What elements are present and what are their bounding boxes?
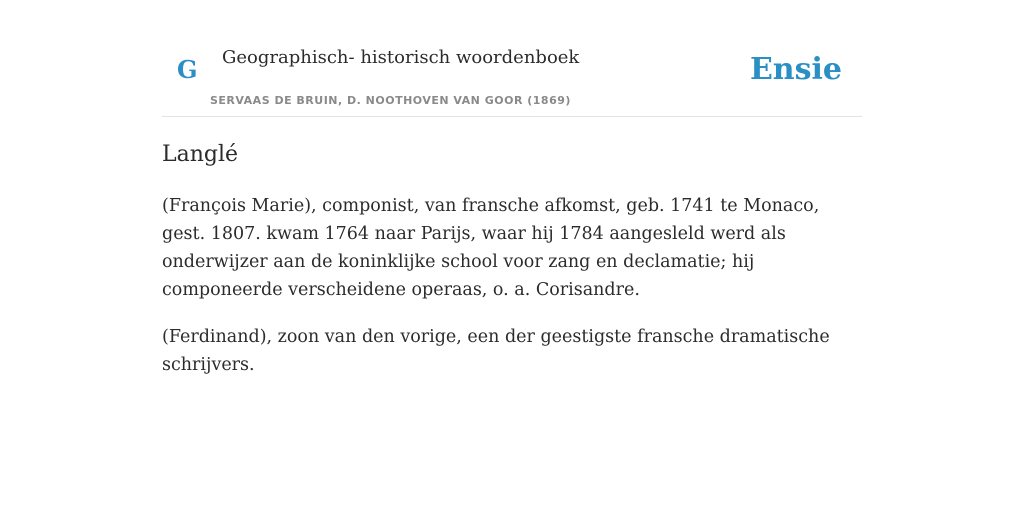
entry-title: Langlé (162, 142, 239, 167)
book-logo-link[interactable]: G (177, 55, 198, 84)
book-header (162, 0, 862, 117)
book-authors: SERVAAS DE BRUIN, D. NOOTHOVEN VAN GOOR (1869) (210, 94, 571, 107)
ensie-logo-link[interactable]: Ensie (749, 52, 842, 87)
entry-paragraph: (Ferdinand), zoon van den vorige, een der geestigste fransche dramatische schrijvers. (162, 327, 830, 375)
entry-body (162, 192, 862, 398)
entry-paragraph: (François Marie), componist, van fransche afkomst, geb. 1741 te Monaco, gest. 1807. kwam 1764 naar Parijs, waar hij 1784 aangesleld werd als onderwijzer aan de koninklijke school voor zang en declamatie; hij componeerde verscheidene operaas, o. a. Corisandre. (162, 196, 820, 300)
book-title[interactable]: Geographisch- historisch woordenboek (222, 47, 580, 68)
